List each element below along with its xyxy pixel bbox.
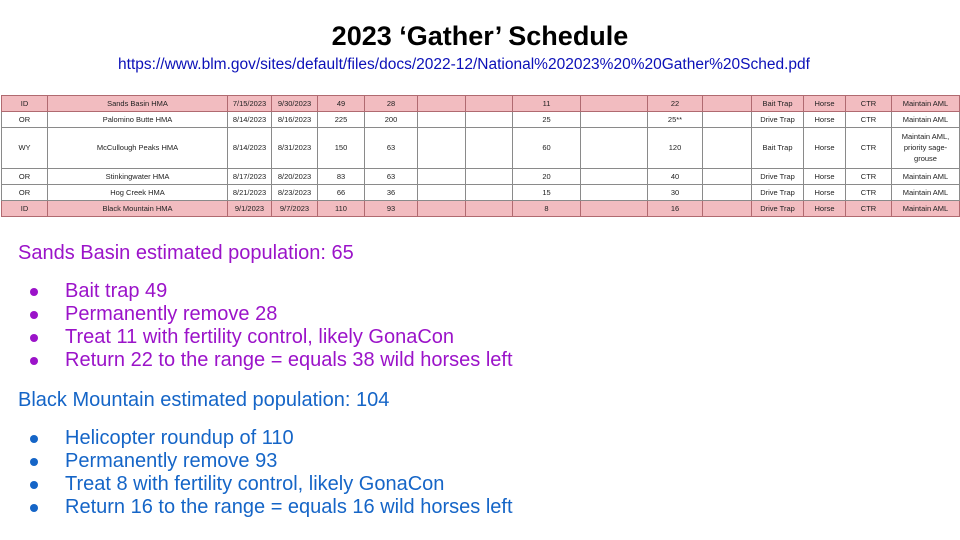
empty-cell xyxy=(703,184,752,200)
empty-cell xyxy=(466,96,513,112)
return-count-cell: 30 xyxy=(648,184,703,200)
list-item-text: Helicopter roundup of 110 xyxy=(65,427,294,449)
empty-cell xyxy=(581,184,648,200)
list-item-text: Return 16 to the range = equals 16 wild horses left xyxy=(65,496,513,518)
empty-cell xyxy=(418,168,466,184)
list-item-text: Permanently remove 28 xyxy=(65,303,278,325)
table-row xyxy=(2,184,960,200)
gather-count-cell: 110 xyxy=(318,200,365,216)
empty-cell xyxy=(703,112,752,128)
method-cell: Bait Trap xyxy=(752,96,804,112)
method-cell: Drive Trap xyxy=(752,168,804,184)
empty-cell xyxy=(418,112,466,128)
species-cell: Horse xyxy=(804,168,846,184)
hma-name-cell: Hog Creek HMA xyxy=(48,184,228,200)
start-date-cell: 8/14/2023 xyxy=(228,112,272,128)
empty-cell xyxy=(703,128,752,168)
bullet-dot-icon xyxy=(30,334,38,342)
list-item-text: Treat 8 with fertility control, likely GonaCon xyxy=(65,473,445,495)
hma-name-cell: Palomino Butte HMA xyxy=(48,112,228,128)
species-cell: Horse xyxy=(804,112,846,128)
state-cell: OR xyxy=(2,168,48,184)
objective-cell: Maintain AML xyxy=(892,112,960,128)
remove-count-cell: 28 xyxy=(365,96,418,112)
empty-cell xyxy=(466,112,513,128)
gather-count-cell: 150 xyxy=(318,128,365,168)
end-date-cell: 9/30/2023 xyxy=(272,96,318,112)
species-cell: Horse xyxy=(804,184,846,200)
remove-count-cell: 93 xyxy=(365,200,418,216)
list-item-text: Permanently remove 93 xyxy=(65,450,278,472)
empty-cell xyxy=(418,128,466,168)
bullet-dot-icon xyxy=(30,435,38,443)
ctr-cell: CTR xyxy=(846,168,892,184)
end-date-cell: 9/7/2023 xyxy=(272,200,318,216)
species-cell: Horse xyxy=(804,200,846,216)
start-date-cell: 8/17/2023 xyxy=(228,168,272,184)
list-item xyxy=(0,427,513,450)
remove-count-cell: 63 xyxy=(365,168,418,184)
start-date-cell: 7/15/2023 xyxy=(228,96,272,112)
empty-cell xyxy=(418,96,466,112)
sands-basin-bullet-list xyxy=(0,280,513,372)
empty-cell xyxy=(581,112,648,128)
treat-count-cell: 20 xyxy=(513,168,581,184)
ctr-cell: CTR xyxy=(846,96,892,112)
gather-count-cell: 225 xyxy=(318,112,365,128)
state-cell: OR xyxy=(2,112,48,128)
empty-cell xyxy=(466,184,513,200)
bullet-dot-icon xyxy=(30,357,38,365)
method-cell: Drive Trap xyxy=(752,184,804,200)
return-count-cell: 120 xyxy=(648,128,703,168)
species-cell: Horse xyxy=(804,96,846,112)
end-date-cell: 8/20/2023 xyxy=(272,168,318,184)
treat-count-cell: 25 xyxy=(513,112,581,128)
start-date-cell: 8/14/2023 xyxy=(228,128,272,168)
end-date-cell: 8/23/2023 xyxy=(272,184,318,200)
source-url[interactable]: https://www.blm.gov/sites/default/files/docs/2022-12/National%202023%20%20Gather%20Sched.pdf xyxy=(118,56,810,73)
return-count-cell: 25** xyxy=(648,112,703,128)
end-date-cell: 8/31/2023 xyxy=(272,128,318,168)
table-row xyxy=(2,200,960,216)
ctr-cell: CTR xyxy=(846,200,892,216)
list-item xyxy=(0,349,513,372)
treat-count-cell: 8 xyxy=(513,200,581,216)
hma-name-cell: Sands Basin HMA xyxy=(48,96,228,112)
start-date-cell: 8/21/2023 xyxy=(228,184,272,200)
list-item xyxy=(0,326,513,349)
state-cell: OR xyxy=(2,184,48,200)
ctr-cell: CTR xyxy=(846,128,892,168)
state-cell: ID xyxy=(2,96,48,112)
method-cell: Drive Trap xyxy=(752,200,804,216)
state-cell: WY xyxy=(2,128,48,168)
black-mountain-bullet-list xyxy=(0,427,513,519)
objective-cell: Maintain AML xyxy=(892,200,960,216)
objective-cell: Maintain AML xyxy=(892,168,960,184)
gather-schedule-table xyxy=(1,95,960,217)
objective-cell: Maintain AML xyxy=(892,96,960,112)
empty-cell xyxy=(581,128,648,168)
start-date-cell: 9/1/2023 xyxy=(228,200,272,216)
bullet-dot-icon xyxy=(30,458,38,466)
treat-count-cell: 60 xyxy=(513,128,581,168)
gather-count-cell: 83 xyxy=(318,168,365,184)
list-item-text: Bait trap 49 xyxy=(65,280,168,302)
method-cell: Bait Trap xyxy=(752,128,804,168)
ctr-cell: CTR xyxy=(846,184,892,200)
sands-basin-heading: Sands Basin estimated population: 65 xyxy=(18,242,354,264)
gather-count-cell: 49 xyxy=(318,96,365,112)
list-item-text: Treat 11 with fertility control, likely GonaCon xyxy=(65,326,455,348)
list-item xyxy=(0,496,513,519)
end-date-cell: 8/16/2023 xyxy=(272,112,318,128)
remove-count-cell: 36 xyxy=(365,184,418,200)
bullet-dot-icon xyxy=(30,504,38,512)
treat-count-cell: 15 xyxy=(513,184,581,200)
empty-cell xyxy=(581,168,648,184)
empty-cell xyxy=(703,200,752,216)
list-item xyxy=(0,280,513,303)
hma-name-cell: Stinkingwater HMA xyxy=(48,168,228,184)
remove-count-cell: 63 xyxy=(365,128,418,168)
remove-count-cell: 200 xyxy=(365,112,418,128)
state-cell: ID xyxy=(2,200,48,216)
page-title: 2023 ‘Gather’ Schedule xyxy=(331,21,629,51)
objective-cell: Maintain AML, priority sage-grouse xyxy=(892,128,960,168)
hma-name-cell: McCullough Peaks HMA xyxy=(48,128,228,168)
bullet-dot-icon xyxy=(30,311,38,319)
empty-cell xyxy=(466,200,513,216)
table-row xyxy=(2,128,960,168)
table-row xyxy=(2,96,960,112)
hma-name-cell: Black Mountain HMA xyxy=(48,200,228,216)
empty-cell xyxy=(418,184,466,200)
table-row xyxy=(2,112,960,128)
table-row xyxy=(2,168,960,184)
empty-cell xyxy=(703,96,752,112)
bullet-dot-icon xyxy=(30,288,38,296)
method-cell: Drive Trap xyxy=(752,112,804,128)
list-item xyxy=(0,450,513,473)
return-count-cell: 16 xyxy=(648,200,703,216)
black-mountain-heading: Black Mountain estimated population: 104 xyxy=(18,389,390,411)
ctr-cell: CTR xyxy=(846,112,892,128)
empty-cell xyxy=(703,168,752,184)
return-count-cell: 40 xyxy=(648,168,703,184)
empty-cell xyxy=(581,200,648,216)
empty-cell xyxy=(581,96,648,112)
gather-count-cell: 66 xyxy=(318,184,365,200)
empty-cell xyxy=(466,128,513,168)
bullet-dot-icon xyxy=(30,481,38,489)
list-item xyxy=(0,473,513,496)
treat-count-cell: 11 xyxy=(513,96,581,112)
list-item-text: Return 22 to the range = equals 38 wild horses left xyxy=(65,349,513,371)
list-item xyxy=(0,303,513,326)
species-cell: Horse xyxy=(804,128,846,168)
empty-cell xyxy=(466,168,513,184)
empty-cell xyxy=(418,200,466,216)
return-count-cell: 22 xyxy=(648,96,703,112)
objective-cell: Maintain AML xyxy=(892,184,960,200)
